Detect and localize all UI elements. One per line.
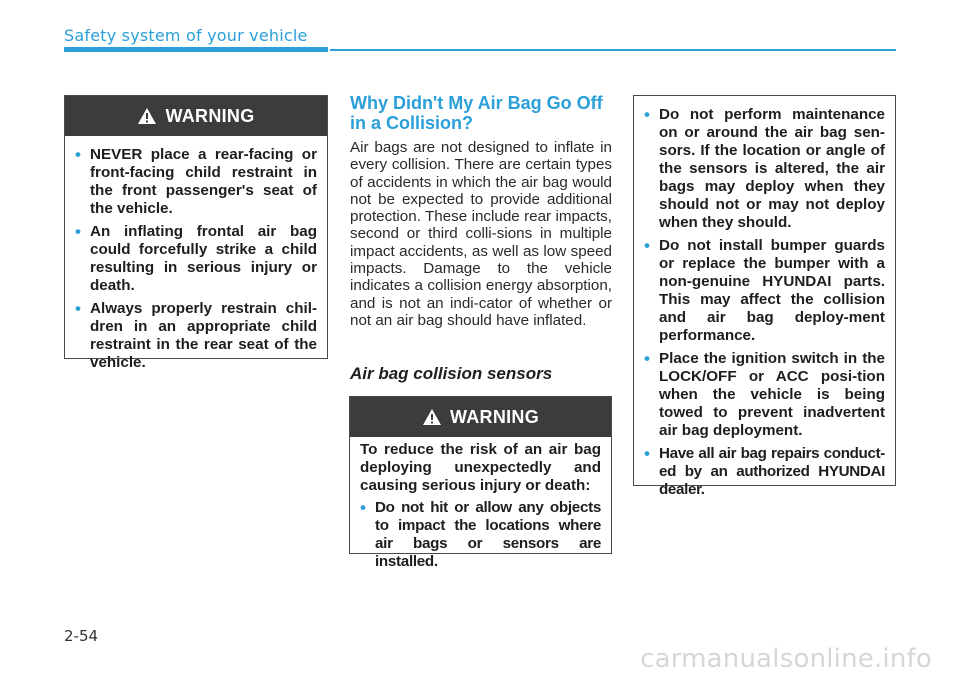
page-number: 2-54	[64, 627, 99, 645]
warning-list	[75, 146, 317, 372]
warning-header	[350, 397, 611, 437]
warning-triangle-icon	[422, 408, 442, 426]
warning-heading: WARNING	[165, 105, 255, 126]
header-rule-thin	[330, 49, 896, 51]
warning-box-left	[64, 95, 328, 371]
list-item: • Always properly restrain chil-dren in an appropriate child restraint in the rear seat of the vehicle.	[75, 300, 317, 372]
warning-heading: WARNING	[449, 406, 540, 427]
warning-intro: To reduce the risk of an air bag deploying unexpectedly and causing serious injury or death:	[360, 441, 601, 494]
subsection-heading: Air bag collision sensors	[350, 364, 553, 383]
header-rule-thick	[64, 47, 328, 52]
list-item: • An inflating frontal air bag could forcefully strike a child resulting in serious injury or death.	[75, 223, 317, 295]
list-item: • Do not perform maintenance on or around the air bag sen-sors. If the location or angle of the sensors is altered, the air bags may deploy when they should not or may not deploy when they should.	[644, 106, 885, 232]
warning-list	[360, 499, 601, 571]
warning-box-middle	[349, 396, 612, 570]
list-item: • Do not install bumper guards or replace the bumper with a non-genuine HYUNDAI parts. This may affect the collision and air bag deploy-ment performance.	[644, 237, 885, 345]
warning-triangle-icon	[137, 107, 157, 125]
watermark: carmanualsonline.info	[640, 644, 932, 674]
list-item: • Have all air bag repairs conduct-ed by an authorized HYUNDAI dealer.	[644, 445, 885, 499]
list-item: • Place the ignition switch in the LOCK/OFF or ACC posi-tion when the vehicle is being towed to prevent inadvertent air bag deployment.	[644, 350, 885, 440]
body-paragraph: Air bags are not designed to inflate in every collision. There are certain types of accidents in which the air bag would not be expected to provide additional protection. These include rear impacts, second or third colli-sions in multiple impact accidents, as well as low speed impacts. Damage to the vehicle indicates a collision energy absorption, and is not an indi-cator of whether or not an air bag should have inflated.	[350, 139, 612, 329]
list-item: • NEVER place a rear-facing or front-facing child restraint in the front passenger's seat of the vehicle.	[75, 146, 317, 218]
warning-box-right	[633, 95, 896, 498]
section-title: Safety system of your vehicle	[64, 26, 308, 45]
list-item: • Do not hit or allow any objects to impact the locations where air bags or sensors are installed.	[360, 499, 601, 571]
warning-list	[644, 106, 885, 499]
warning-header	[65, 96, 327, 136]
section-heading: Why Didn't My Air Bag Go Off in a Collision?	[350, 93, 603, 133]
